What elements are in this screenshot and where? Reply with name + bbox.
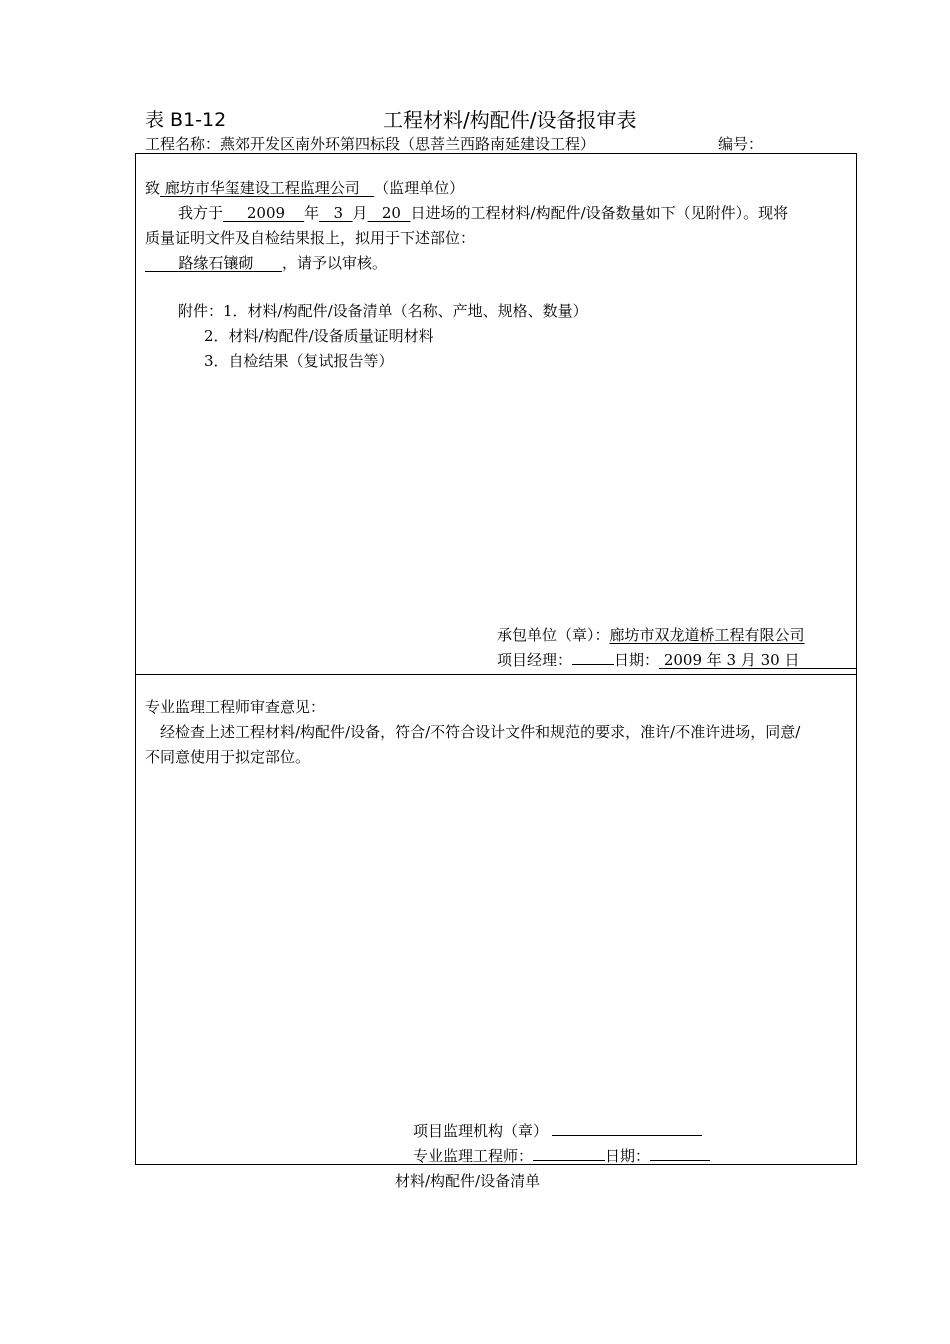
addressee-line [145,177,464,198]
supervision-org-line [413,1120,702,1141]
serial-number-label: 编号： [718,135,764,153]
intro-text: 我方于 [178,204,224,222]
review-date-label: 日期： [605,1147,651,1165]
contractor-name: 廊坊市双龙道桥工程有限公司 [609,626,805,644]
pm-date-line [497,649,857,670]
usage-location: 路缘石镶砌 [178,254,254,272]
table-code: 表 B1-12 [145,109,227,131]
pm-date-label: 日期： [614,651,660,669]
supervision-org-blank [552,1121,702,1136]
supervision-org-label: 项目监理机构（章） [413,1122,549,1140]
arrival-month: 3 [333,204,343,222]
supervisor-unit: 廊坊市华玺建设工程监理公司 [164,179,360,197]
contractor-label: 承包单位（章）： [497,626,610,644]
project-label: 工程名称： [145,135,221,153]
pm-label: 项目经理： [497,651,573,669]
review-text-2: 不同意使用于拟定部位。 [145,748,311,766]
engineer-label: 专业监理工程师： [413,1147,534,1165]
arrival-day: 20 [381,204,401,222]
year-unit: 年 [304,204,320,222]
engineer-signature-blank [533,1146,605,1161]
month-unit: 月 [352,204,368,222]
supervisor-unit-note: （监理单位） [374,179,465,197]
section-divider [135,674,857,675]
arrival-date-line [178,202,788,223]
review-heading: 专业监理工程师审查意见： [145,698,326,716]
contractor-line [497,624,805,645]
attachment-1: 附件：1．材料/构配件/设备清单（名称、产地、规格、数量） [178,302,588,320]
project-name-line [145,133,595,154]
submission-date: 2009 年 3 月 30 日 [663,651,800,669]
engineer-line [413,1145,710,1166]
attachment-3: 3．自检结果（复试报告等） [204,352,394,370]
to-prefix: 致 [145,179,161,197]
project-name: 燕郊开发区南外环第四标段（思菩兰西路南延建设工程） [220,135,596,153]
location-suffix: ，请予以审核。 [282,254,388,272]
day-text: 日进场的工程材料/构配件/设备数量如下（见附件）。现将 [410,204,789,222]
materials-list-caption: 材料/构配件/设备清单 [395,1172,541,1190]
pm-signature-blank [572,650,614,665]
arrival-year: 2009 [246,204,286,222]
form-title: 工程材料/构配件/设备报审表 [383,108,637,132]
location-line [145,252,387,273]
review-text-1: 经检查上述工程材料/构配件/设备，符合/不符合设计文件和规范的要求，准许/不准许进场，同意/ [160,723,801,741]
attachment-2: 2．材料/构配件/设备质量证明材料 [204,327,434,345]
quality-docs-line: 质量证明文件及自检结果报上，拟用于下述部位： [145,229,476,247]
review-date-blank [650,1146,710,1161]
